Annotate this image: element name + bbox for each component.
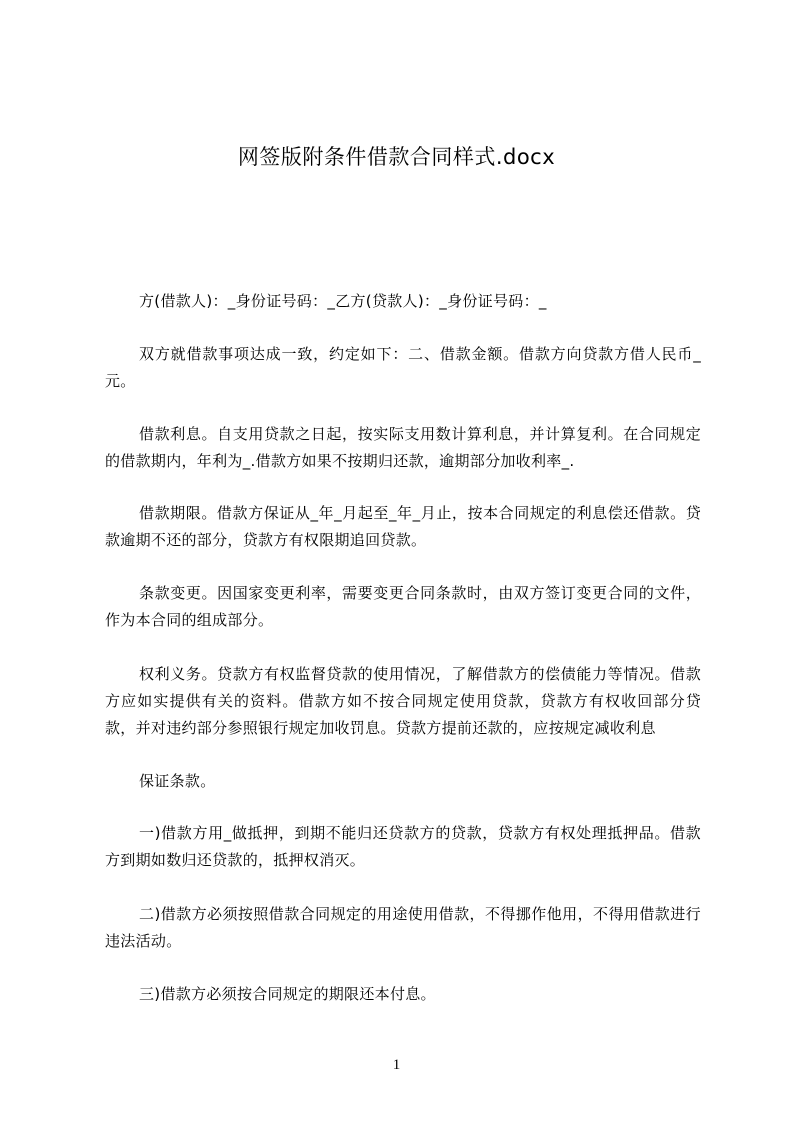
page-number: 1 [392, 1057, 401, 1073]
document-title: 网签版附条件借款合同样式.docx [237, 145, 556, 169]
paragraph-guarantee-item-1: 一)借款方用_做抵押，到期不能归还贷款方的贷款，贷款方有权处理抵押品。借款方到期如数归还贷款的，抵押权消灭。 [105, 824, 701, 869]
paragraph-rights-obligations: 权利义务。贷款方有权监督贷款的使用情况，了解借款方的偿债能力等情况。借款方应如实提供有关的资料。借款方如不按合同规定使用贷款，贷款方有权收回部分贷款，并对违约部分参照银行规定加收罚息。贷款方提前还款的，应按规定减收利息 [105, 665, 701, 737]
paragraph-interest: 借款利息。自支用贷款之日起，按实际支用数计算利息，并计算复利。在合同规定的借款期内，年利为_.借款方如果不按期归还款，逾期部分加收利率_. [105, 425, 701, 470]
paragraph-loan-term: 借款期限。借款方保证从_年_月起至_年_月止，按本合同规定的利息偿还借款。贷款逾期不还的部分，贷款方有权限期追回贷款。 [105, 504, 701, 549]
paragraph-loan-amount: 双方就借款事项达成一致，约定如下：二、借款金额。借款方向贷款方借人民币_元。 [105, 345, 701, 390]
paragraph-parties: 方(借款人)：_身份证号码：_乙方(贷款人)：_身份证号码：_ [139, 292, 547, 310]
paragraph-guarantee-item-3: 三)借款方必须按合同规定的期限还本付息。 [139, 985, 436, 1003]
paragraph-clause-change: 条款变更。因国家变更利率，需要变更合同条款时，由双方签订变更合同的文件，作为本合同的组成部分。 [105, 584, 701, 629]
paragraph-guarantee-item-2: 二)借款方必须按照借款合同规定的用途使用借款，不得挪作他用，不得用借款进行违法活动。 [105, 905, 701, 950]
paragraph-guarantee-heading: 保证条款。 [139, 772, 216, 790]
